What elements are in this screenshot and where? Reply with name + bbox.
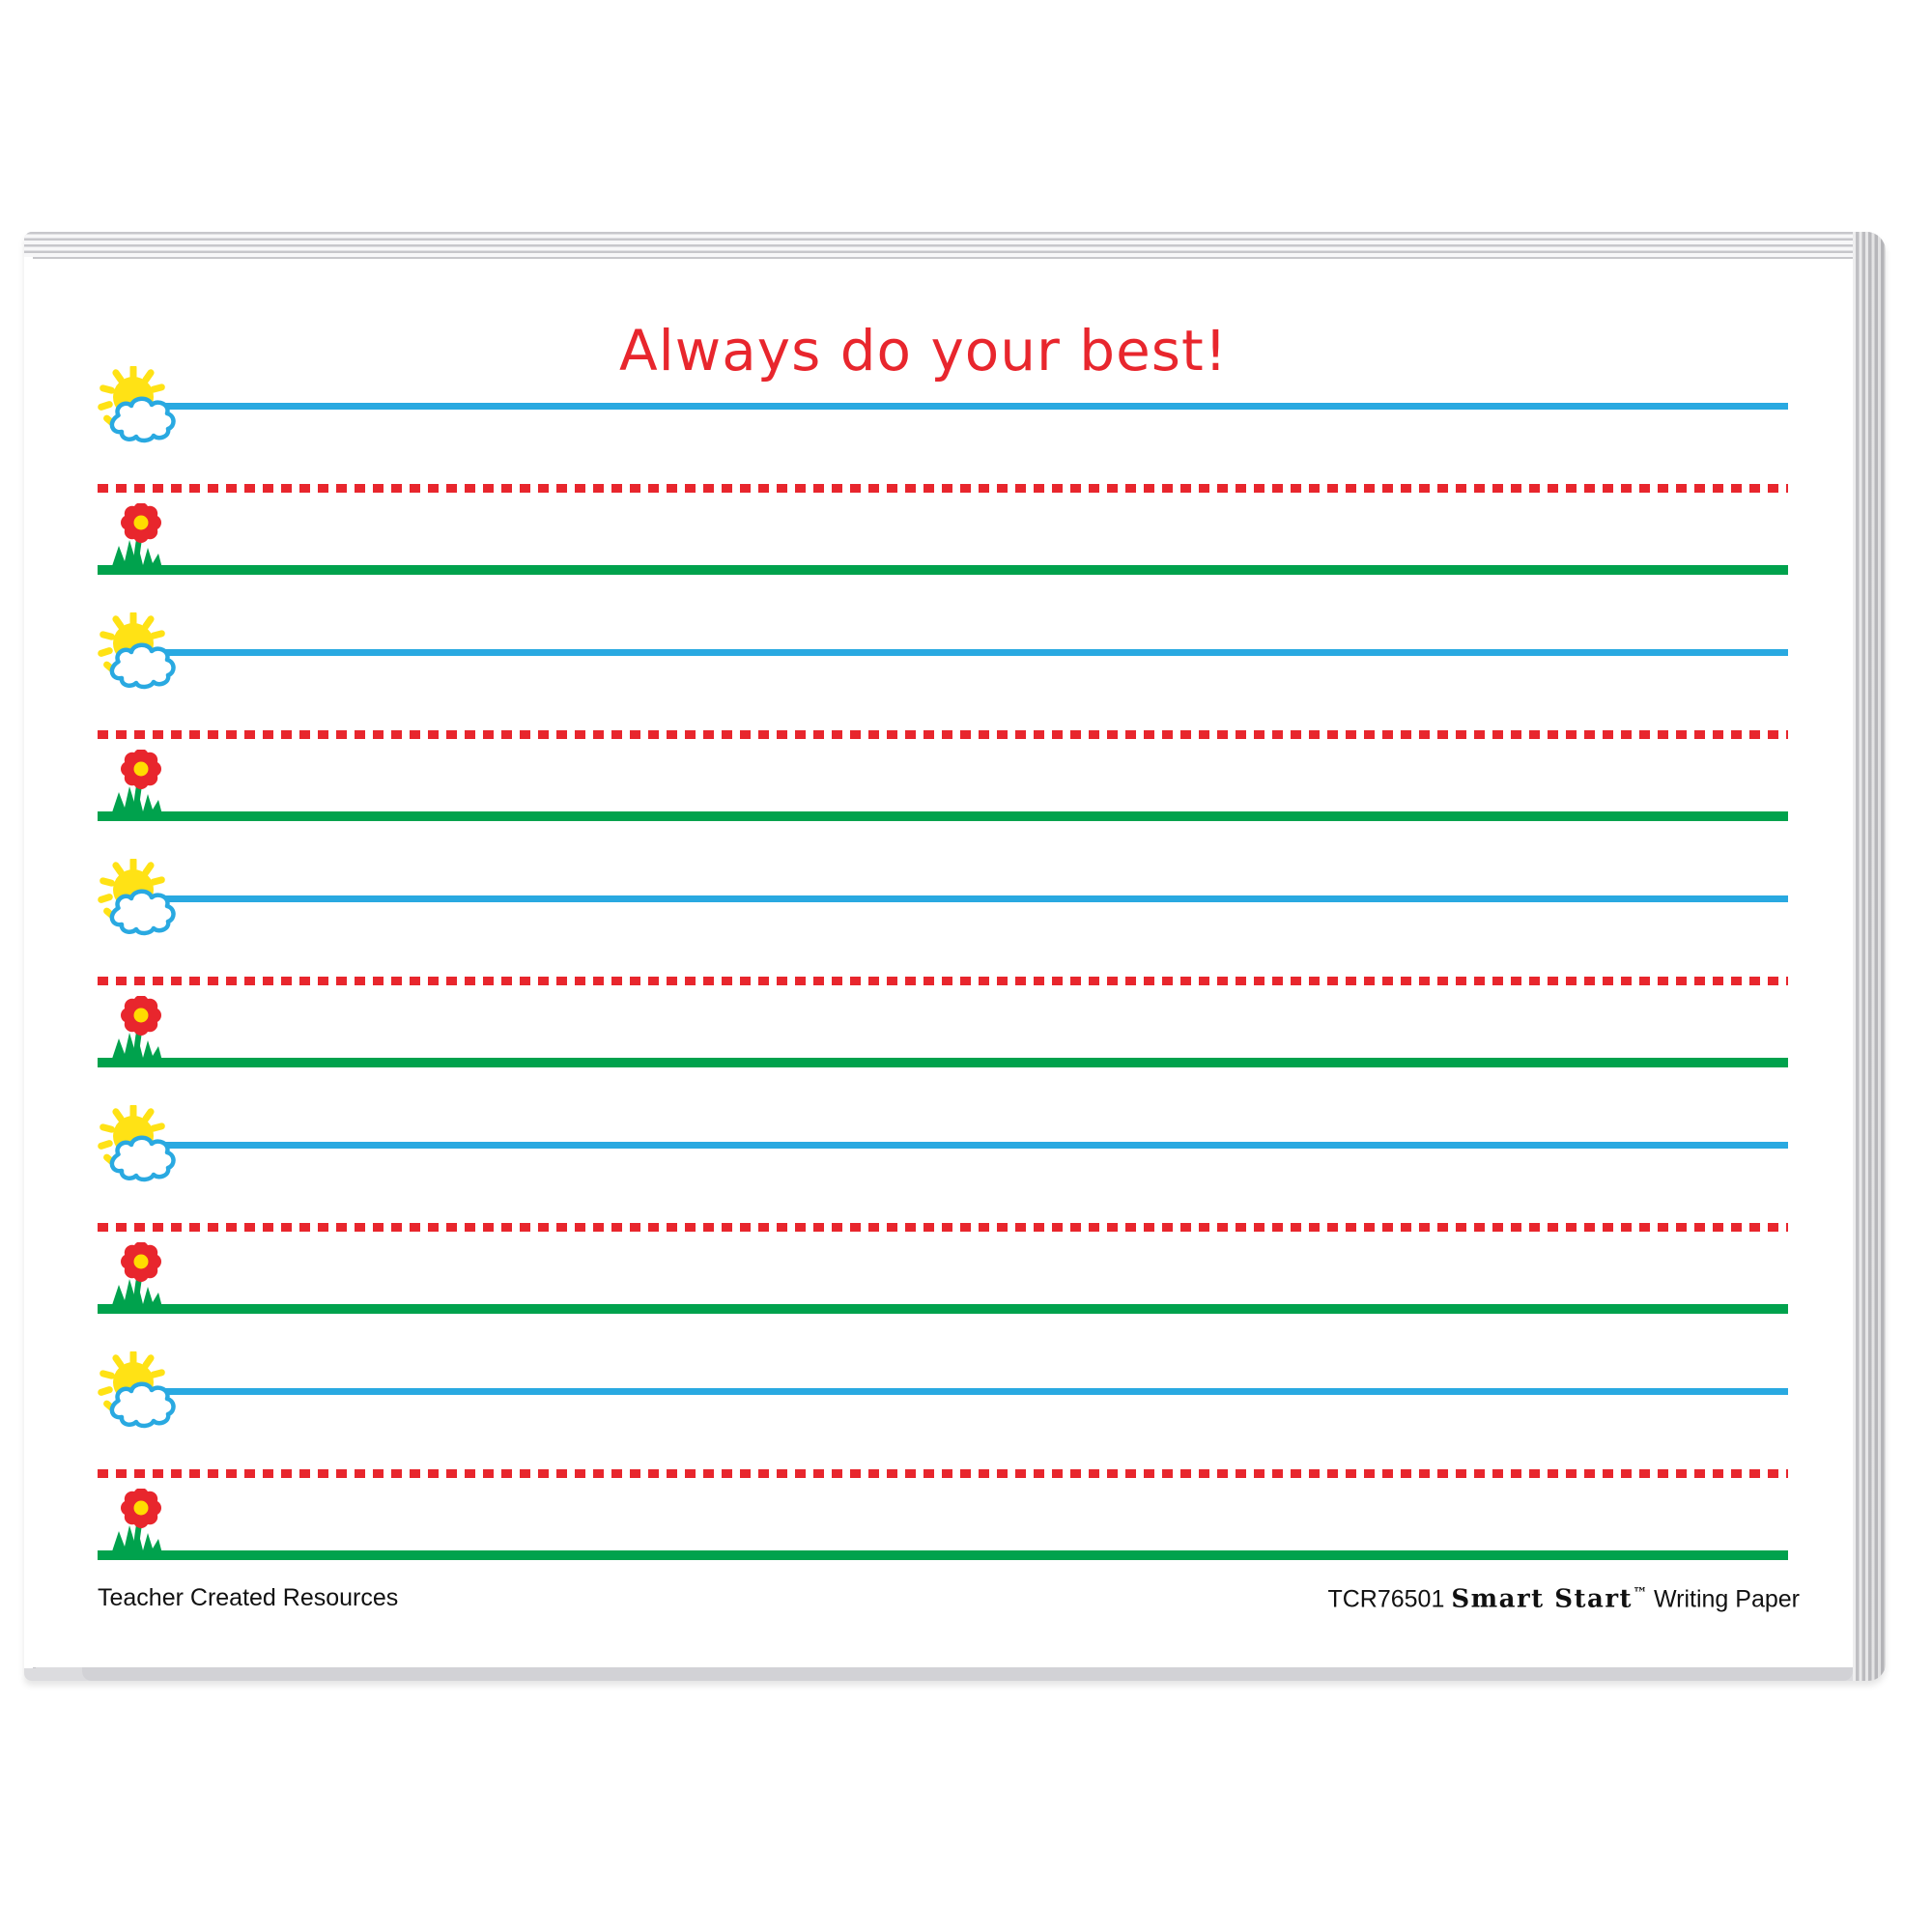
footer-brand-name: Smart Start	[1451, 1584, 1634, 1614]
sun-cloud-icon	[93, 1351, 182, 1433]
footer-publisher: Teacher Created Resources	[98, 1584, 399, 1611]
writing-line-set	[33, 372, 1853, 577]
sun-cloud-icon	[93, 1105, 182, 1186]
bottom-writing-line	[98, 1550, 1788, 1560]
footer-product-info	[1327, 1584, 1800, 1613]
top-writing-line	[122, 1388, 1788, 1395]
writing-line-set	[33, 1111, 1853, 1316]
middle-writing-line-dashed	[98, 1223, 1788, 1232]
flower-grass-icon	[97, 1489, 182, 1558]
pad-bottom-shadow	[82, 1666, 1853, 1681]
trademark-symbol: ™	[1633, 1584, 1648, 1602]
writing-line-set	[33, 618, 1853, 823]
top-writing-line	[122, 895, 1788, 902]
pad-sheet-edges-top	[24, 232, 1886, 260]
bottom-writing-line	[98, 565, 1788, 575]
middle-writing-line-dashed	[98, 1469, 1788, 1478]
middle-writing-line-dashed	[98, 730, 1788, 739]
flower-grass-icon	[97, 1242, 182, 1312]
middle-writing-line-dashed	[98, 977, 1788, 985]
bottom-writing-line	[98, 811, 1788, 821]
pad-sheet-edges-right	[1853, 232, 1886, 1681]
page-title: Always do your best!	[618, 318, 1229, 384]
sun-cloud-icon	[93, 859, 182, 940]
footer-product-code: TCR76501	[1327, 1585, 1452, 1613]
footer-product-name: Writing Paper	[1647, 1585, 1800, 1613]
sun-cloud-icon	[93, 366, 182, 447]
sun-cloud-icon	[93, 612, 182, 694]
bottom-writing-line	[98, 1058, 1788, 1067]
writing-line-set	[33, 865, 1853, 1069]
flower-grass-icon	[97, 503, 182, 573]
writing-paper-page	[33, 259, 1853, 1667]
top-writing-line	[122, 649, 1788, 656]
top-writing-line	[122, 1142, 1788, 1149]
writing-pad	[24, 232, 1886, 1681]
writing-line-set	[33, 1357, 1853, 1562]
middle-writing-line-dashed	[98, 484, 1788, 493]
bottom-writing-line	[98, 1304, 1788, 1314]
top-writing-line	[122, 403, 1788, 410]
flower-grass-icon	[97, 996, 182, 1065]
flower-grass-icon	[97, 750, 182, 819]
